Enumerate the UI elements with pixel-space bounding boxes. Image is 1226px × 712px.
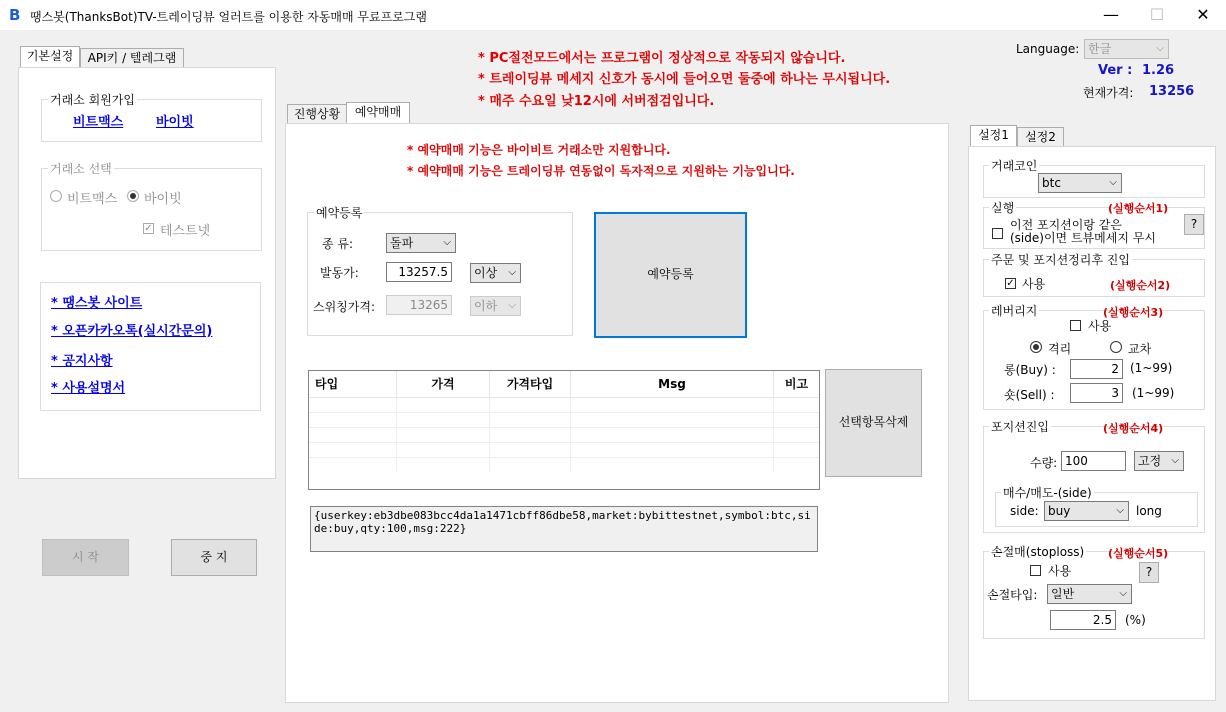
switch-condition-value: 이하	[474, 299, 498, 313]
notice-link[interactable]: * 공지사항	[51, 354, 113, 369]
leverage-use-label: 사용	[1088, 319, 1112, 333]
type-select[interactable]: 돌파 ⌵	[386, 233, 456, 253]
stoploss-percent-input[interactable]: 2.5	[1050, 610, 1116, 630]
stoploss-group-label: 손절매(stoploss)	[991, 545, 1085, 559]
reserve-notice-bybit-only: * 예약매매 기능은 바이비트 거래소만 지원합니다.	[407, 143, 671, 157]
notice-sleep-mode: * PC절전모드에서는 프로그램이 정상적으로 작동되지 않습니다.	[478, 51, 846, 66]
tab-api-telegram[interactable]: API키 / 텔레그램	[80, 48, 184, 69]
notice-server-maintenance: * 매주 수요일 낮12시에 서버점검입니다.	[478, 94, 715, 109]
reentry-use-label: 사용	[1022, 277, 1046, 291]
reserve-table[interactable]	[308, 370, 820, 490]
bitmex-radio[interactable]	[50, 190, 62, 202]
bitmex-signup-link[interactable]: 비트맥스	[73, 115, 124, 130]
col-type[interactable]: 타입	[309, 371, 397, 397]
coin-select[interactable]: btc ⌵	[1038, 173, 1122, 193]
col-price[interactable]: 가격	[397, 371, 490, 397]
tab-settings-1[interactable]: 설정1	[970, 125, 1017, 148]
long-leverage-input[interactable]: 2	[1070, 359, 1123, 379]
reserve-table-header	[309, 371, 819, 397]
reserve-notice-standalone: * 예약매매 기능은 트레이딩뷰 연동없이 독자적으로 지원하는 기능입니다.	[407, 164, 795, 178]
execution-order-tag: (실행순서1)	[1108, 202, 1169, 215]
tab-settings-2[interactable]: 설정2	[1017, 127, 1064, 148]
title-bar	[0, 0, 1226, 30]
exchange-select-label: 거래소 선택	[50, 162, 112, 176]
leverage-use-checkbox[interactable]	[1070, 320, 1081, 331]
position-entry-group-label: 포지션진입	[991, 420, 1049, 434]
switch-condition-select[interactable]: 이하 ⌵	[470, 296, 521, 316]
price-label: 현재가격:	[1083, 86, 1134, 100]
switch-price-input[interactable]: 13265	[386, 295, 452, 315]
reentry-order-tag: (실행순서2)	[1110, 279, 1171, 292]
side-text: long	[1136, 504, 1162, 518]
tab-progress[interactable]: 진행상황	[287, 104, 347, 125]
col-msg[interactable]: Msg	[571, 371, 774, 397]
isolated-label: 격리	[1048, 342, 1072, 356]
leverage-order-tag: (실행순서3)	[1103, 306, 1164, 319]
long-leverage-label: 롱(Buy) :	[1004, 363, 1056, 377]
type-value: 돌파	[390, 236, 414, 250]
table-row[interactable]	[309, 427, 819, 442]
stoploss-type-select[interactable]: 일반 ⌵	[1047, 584, 1132, 604]
reserve-register-button[interactable]: 예약등록	[594, 212, 747, 338]
testnet-checkbox[interactable]: ✓	[144, 223, 153, 234]
cross-label: 교차	[1128, 342, 1152, 356]
switch-price-label: 스위칭가격:	[313, 300, 376, 314]
table-row[interactable]	[309, 442, 819, 457]
execution-group-label: 실행	[991, 201, 1015, 215]
side-select[interactable]: buy ⌵	[1044, 501, 1129, 521]
execution-help-button[interactable]: ?	[1184, 214, 1204, 235]
table-row[interactable]	[309, 412, 819, 427]
app-logo-icon: B	[9, 6, 21, 24]
col-price-type[interactable]: 가격타입	[490, 371, 571, 397]
ignore-same-side-label-2: (side)이면 트뷰메세지 무시	[1010, 231, 1156, 245]
quantity-type-value: 고정	[1138, 454, 1162, 468]
coin-value: btc	[1042, 176, 1061, 190]
isolated-radio[interactable]	[1030, 341, 1042, 353]
coin-group-label: 거래코인	[991, 159, 1038, 173]
thanksbot-site-link[interactable]: * 땡스봇 사이트	[51, 296, 143, 311]
short-leverage-input[interactable]: 3	[1070, 383, 1123, 403]
short-leverage-label: 숏(Sell) :	[1004, 388, 1055, 402]
bitmex-radio-label: 비트맥스	[67, 192, 118, 207]
manual-link[interactable]: * 사용설명서	[51, 381, 126, 396]
reserve-table-grid	[309, 371, 819, 472]
trigger-condition-select[interactable]: 이상 ⌵	[470, 263, 521, 283]
trigger-condition-value: 이상	[474, 266, 498, 280]
window-title: 땡스봇(ThanksBot)TV-트레이딩뷰 얼러트를 이용한 자동매매 무료프로그램	[30, 10, 427, 24]
stoploss-percent-unit: (%)	[1125, 613, 1146, 627]
notice-simultaneous-signals: * 트레이딩뷰 메세지 신호가 동시에 들어오면 둘중에 하나는 무시됩니다.	[478, 72, 891, 87]
ignore-same-side-checkbox[interactable]	[992, 228, 1003, 239]
signup-group-label: 거래소 회원가입	[50, 93, 135, 107]
stoploss-use-label: 사용	[1048, 564, 1072, 578]
version-value: 1.26	[1142, 63, 1175, 78]
position-entry-order-tag: (실행순서4)	[1103, 422, 1164, 435]
close-button[interactable]: ✕	[1196, 5, 1210, 24]
delete-selected-button[interactable]: 선택항목삭제	[825, 369, 922, 477]
col-note[interactable]: 비고	[774, 371, 820, 397]
tab-basic-settings[interactable]: 기본설정	[20, 46, 80, 69]
quantity-input[interactable]: 100	[1061, 451, 1126, 471]
trigger-price-input[interactable]: 13257.5	[386, 262, 452, 282]
stop-button[interactable]: 중 지	[171, 539, 257, 576]
reserve-register-group-label: 예약등록	[316, 206, 363, 220]
exchange-select-group	[41, 168, 262, 251]
stoploss-help-button[interactable]: ?	[1139, 562, 1159, 583]
quantity-label: 수량:	[1030, 456, 1058, 470]
table-row[interactable]	[309, 397, 819, 412]
maximize-button[interactable]: ☐	[1149, 5, 1165, 24]
bybit-signup-link[interactable]: 바이빗	[156, 115, 194, 130]
cross-radio[interactable]	[1110, 341, 1122, 353]
type-label: 종 류:	[322, 237, 354, 251]
stoploss-type-label: 손절타입:	[987, 588, 1038, 602]
tab-reserve-trading[interactable]: 예약매매	[346, 102, 410, 125]
side-value: buy	[1048, 504, 1071, 518]
reentry-group-label: 주문 및 포지션정리후 진입	[991, 253, 1130, 267]
quantity-type-select[interactable]: 고정 ⌵	[1134, 451, 1184, 471]
reentry-checkbox[interactable]: ✓	[1006, 278, 1015, 289]
long-leverage-range: (1~99)	[1130, 361, 1173, 375]
language-label: Language:	[1016, 42, 1080, 56]
current-price-value: 13256	[1149, 84, 1195, 99]
ignore-same-side-label-1: 이전 포지션이랑 같은	[1010, 218, 1122, 232]
language-select[interactable]: 한글 ⌵	[1084, 39, 1169, 59]
stoploss-type-value: 일반	[1051, 587, 1075, 601]
open-kakaotalk-link[interactable]: * 오픈카카오톡(실시간문의)	[51, 324, 213, 339]
testnet-label: 테스트넷	[160, 224, 211, 239]
bybit-radio-label: 바이빗	[144, 192, 182, 207]
minimize-button[interactable]: —	[1103, 5, 1119, 24]
message-textbox[interactable]: {userkey:eb3dbe083bcc4da1a1471cbff86dbe58,market:bybittestnet,symbol:btc,side:buy,qty:100,msg:222}	[310, 506, 818, 552]
start-button[interactable]: 시 작	[42, 539, 129, 576]
short-leverage-range: (1~99)	[1132, 386, 1175, 400]
leverage-group-label: 레버리지	[991, 304, 1038, 318]
trigger-price-label: 발동가:	[320, 266, 359, 280]
table-row[interactable]	[309, 457, 819, 472]
bybit-radio[interactable]	[127, 190, 139, 202]
stoploss-order-tag: (실행순서5)	[1108, 547, 1169, 560]
stoploss-use-checkbox[interactable]	[1030, 565, 1041, 576]
side-group-label: 매수/매도-(side)	[1003, 486, 1092, 500]
language-value: 한글	[1088, 42, 1112, 56]
side-label: side:	[1010, 504, 1039, 518]
version-label: Ver :	[1098, 63, 1133, 78]
